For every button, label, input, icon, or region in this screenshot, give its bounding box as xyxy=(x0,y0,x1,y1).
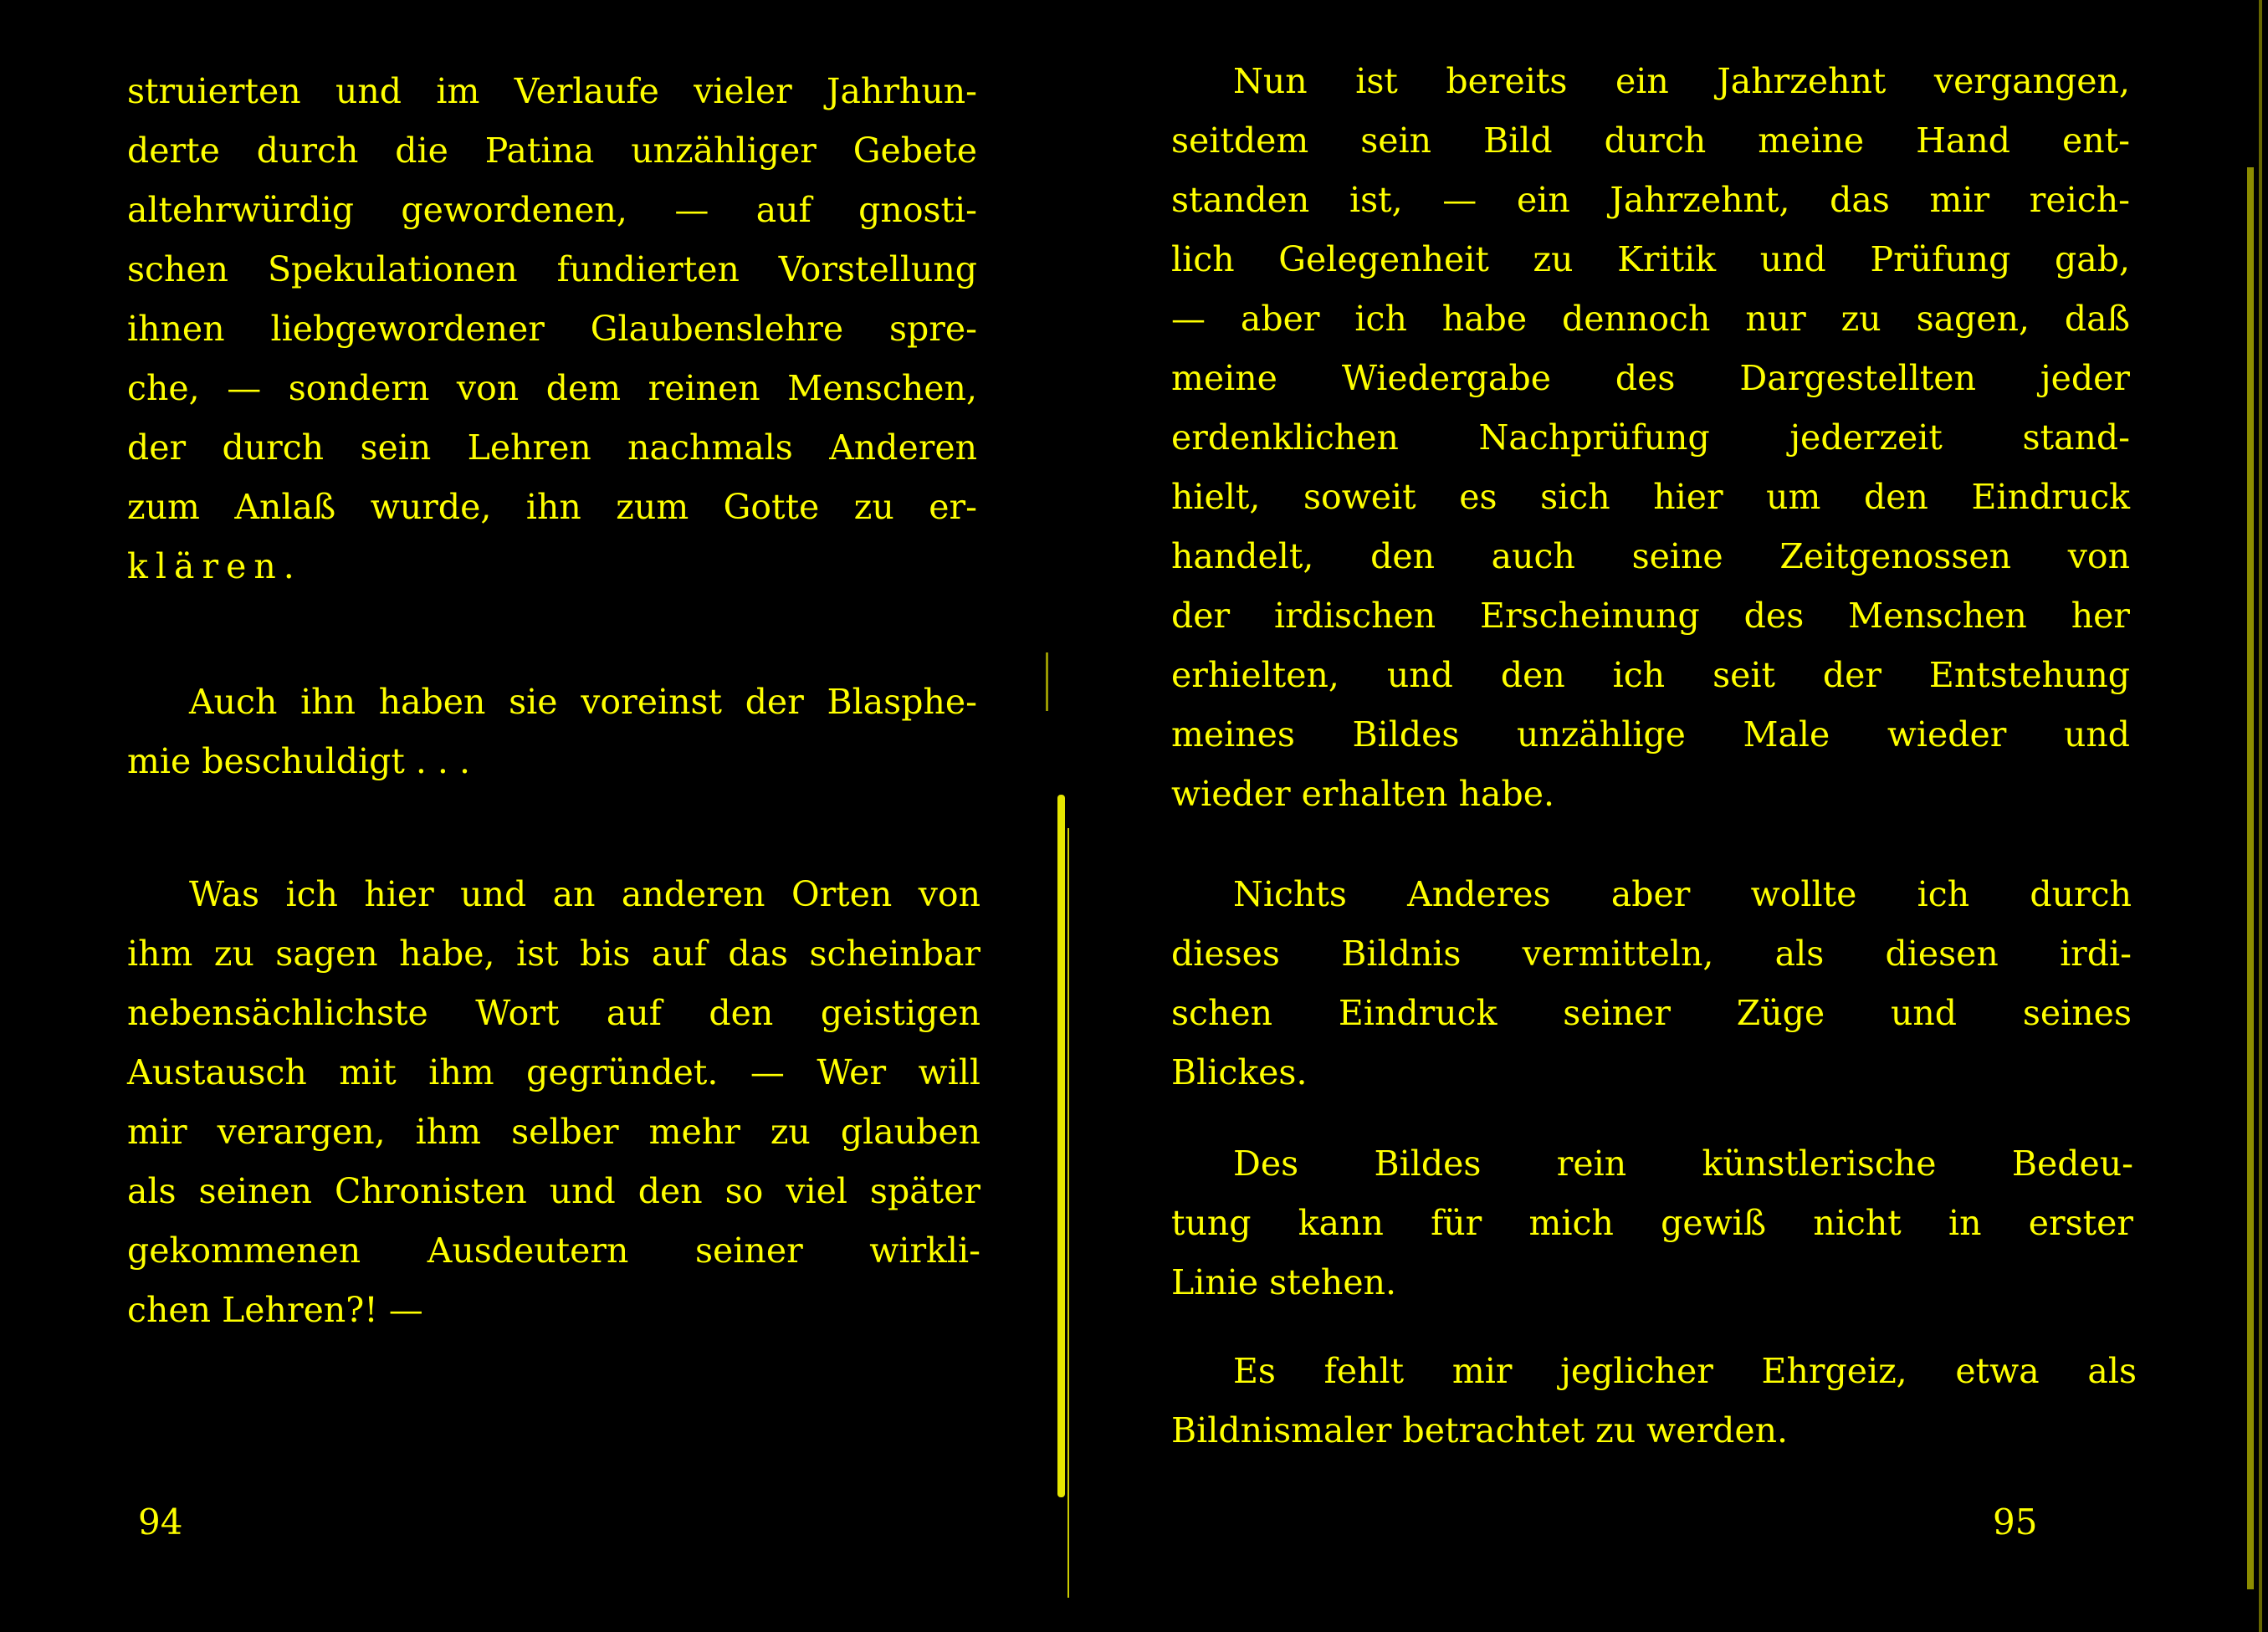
right-paragraph-1 xyxy=(1171,52,2130,824)
right-page xyxy=(1071,0,2268,1632)
text-line: der irdischen Erscheinung des Menschen her xyxy=(1171,596,2130,636)
text-line: Was ich hier und an anderen Orten von xyxy=(189,874,980,914)
gutter-mark xyxy=(1046,652,1048,711)
text-line: Blickes. xyxy=(1171,1052,1308,1092)
text-line: Des Bildes rein künstlerische Bedeu- xyxy=(1233,1143,2133,1184)
text-line: zum Anlaß wurde, ihn zum Gotte zu er- xyxy=(127,487,977,527)
text-line: lich Gelegenheit zu Kritik und Prüfung gab, xyxy=(1171,239,2130,279)
right-paragraph-3 xyxy=(1171,1134,2133,1312)
text-line: altehrwürdig gewordenen, — auf gnosti- xyxy=(127,190,977,230)
text-line: mir verargen, ihm selber mehr zu glauben xyxy=(127,1112,980,1152)
text-line: erdenklichen Nachprüfung jederzeit stand- xyxy=(1171,417,2130,458)
text-line: seitdem sein Bild durch meine Hand ent- xyxy=(1171,120,2130,161)
text-line: handelt, den auch seine Zeitgenossen von xyxy=(1171,536,2130,576)
text-line: der durch sein Lehren nachmals Anderen xyxy=(127,427,977,468)
text-line: — aber ich habe dennoch nur zu sagen, daß xyxy=(1171,299,2130,339)
book-gutter-edge xyxy=(1067,828,1069,1598)
page-number: 94 xyxy=(138,1502,183,1542)
page-edge xyxy=(2247,167,2254,1589)
left-paragraph-3 xyxy=(127,865,980,1340)
text-line: standen ist, — ein Jahrzehnt, das mir reich- xyxy=(1171,180,2130,220)
text-line: Austausch mit ihm gegründet. — Wer will xyxy=(127,1052,980,1092)
right-paragraph-2 xyxy=(1171,865,2132,1102)
text-line: tung kann für mich gewiß nicht in erster xyxy=(1171,1203,2133,1243)
text-line: Bildnismaler betrachtet zu werden. xyxy=(1171,1410,1789,1450)
page-edge-outer xyxy=(2259,0,2262,1632)
text-line: derte durch die Patina unzähliger Gebete xyxy=(127,130,977,171)
text-line: Es fehlt mir jeglicher Ehrgeiz, etwa als xyxy=(1233,1351,2137,1391)
left-paragraph-1 xyxy=(127,62,977,596)
text-line: Linie stehen. xyxy=(1171,1262,1397,1302)
left-paragraph-2 xyxy=(127,673,977,791)
text-line: Nun ist bereits ein Jahrzehnt vergangen, xyxy=(1233,61,2130,101)
left-page xyxy=(0,0,1058,1632)
text-line: klären. xyxy=(127,546,302,586)
text-line: mie beschuldigt . . . xyxy=(127,741,470,781)
text-line: ihm zu sagen habe, ist bis auf das scheinbar xyxy=(127,934,980,974)
text-line: gekommenen Ausdeutern seiner wirkli- xyxy=(127,1230,980,1271)
book-gutter xyxy=(1057,795,1065,1497)
text-line: ihnen liebgewordener Glaubenslehre spre- xyxy=(127,309,977,349)
text-line: che, — sondern von dem reinen Menschen, xyxy=(127,368,977,408)
page-number: 95 xyxy=(1993,1502,2038,1542)
text-line: schen Eindruck seiner Züge und seines xyxy=(1171,993,2132,1033)
text-line: als seinen Chronisten und den so viel später xyxy=(127,1171,980,1211)
text-line: dieses Bildnis vermitteln, als diesen irdi- xyxy=(1171,934,2132,974)
text-line: schen Spekulationen fundierten Vorstellung xyxy=(127,249,977,289)
text-line: meine Wiedergabe des Dargestellten jeder xyxy=(1171,358,2130,398)
text-line: wieder erhalten habe. xyxy=(1171,774,1555,814)
text-line: Nichts Anderes aber wollte ich durch xyxy=(1233,874,2132,914)
text-line: nebensächlichste Wort auf den geistigen xyxy=(127,993,980,1033)
text-line: erhielten, und den ich seit der Entstehung xyxy=(1171,655,2130,695)
text-line: Auch ihn haben sie voreinst der Blasphe- xyxy=(189,682,977,722)
text-line: hielt, soweit es sich hier um den Eindruck xyxy=(1171,477,2130,517)
right-paragraph-4 xyxy=(1171,1342,2137,1461)
text-line: meines Bildes unzählige Male wieder und xyxy=(1171,714,2130,755)
text-line: struierten und im Verlaufe vieler Jahrhun- xyxy=(127,71,977,111)
text-line: chen Lehren?! — xyxy=(127,1290,423,1330)
